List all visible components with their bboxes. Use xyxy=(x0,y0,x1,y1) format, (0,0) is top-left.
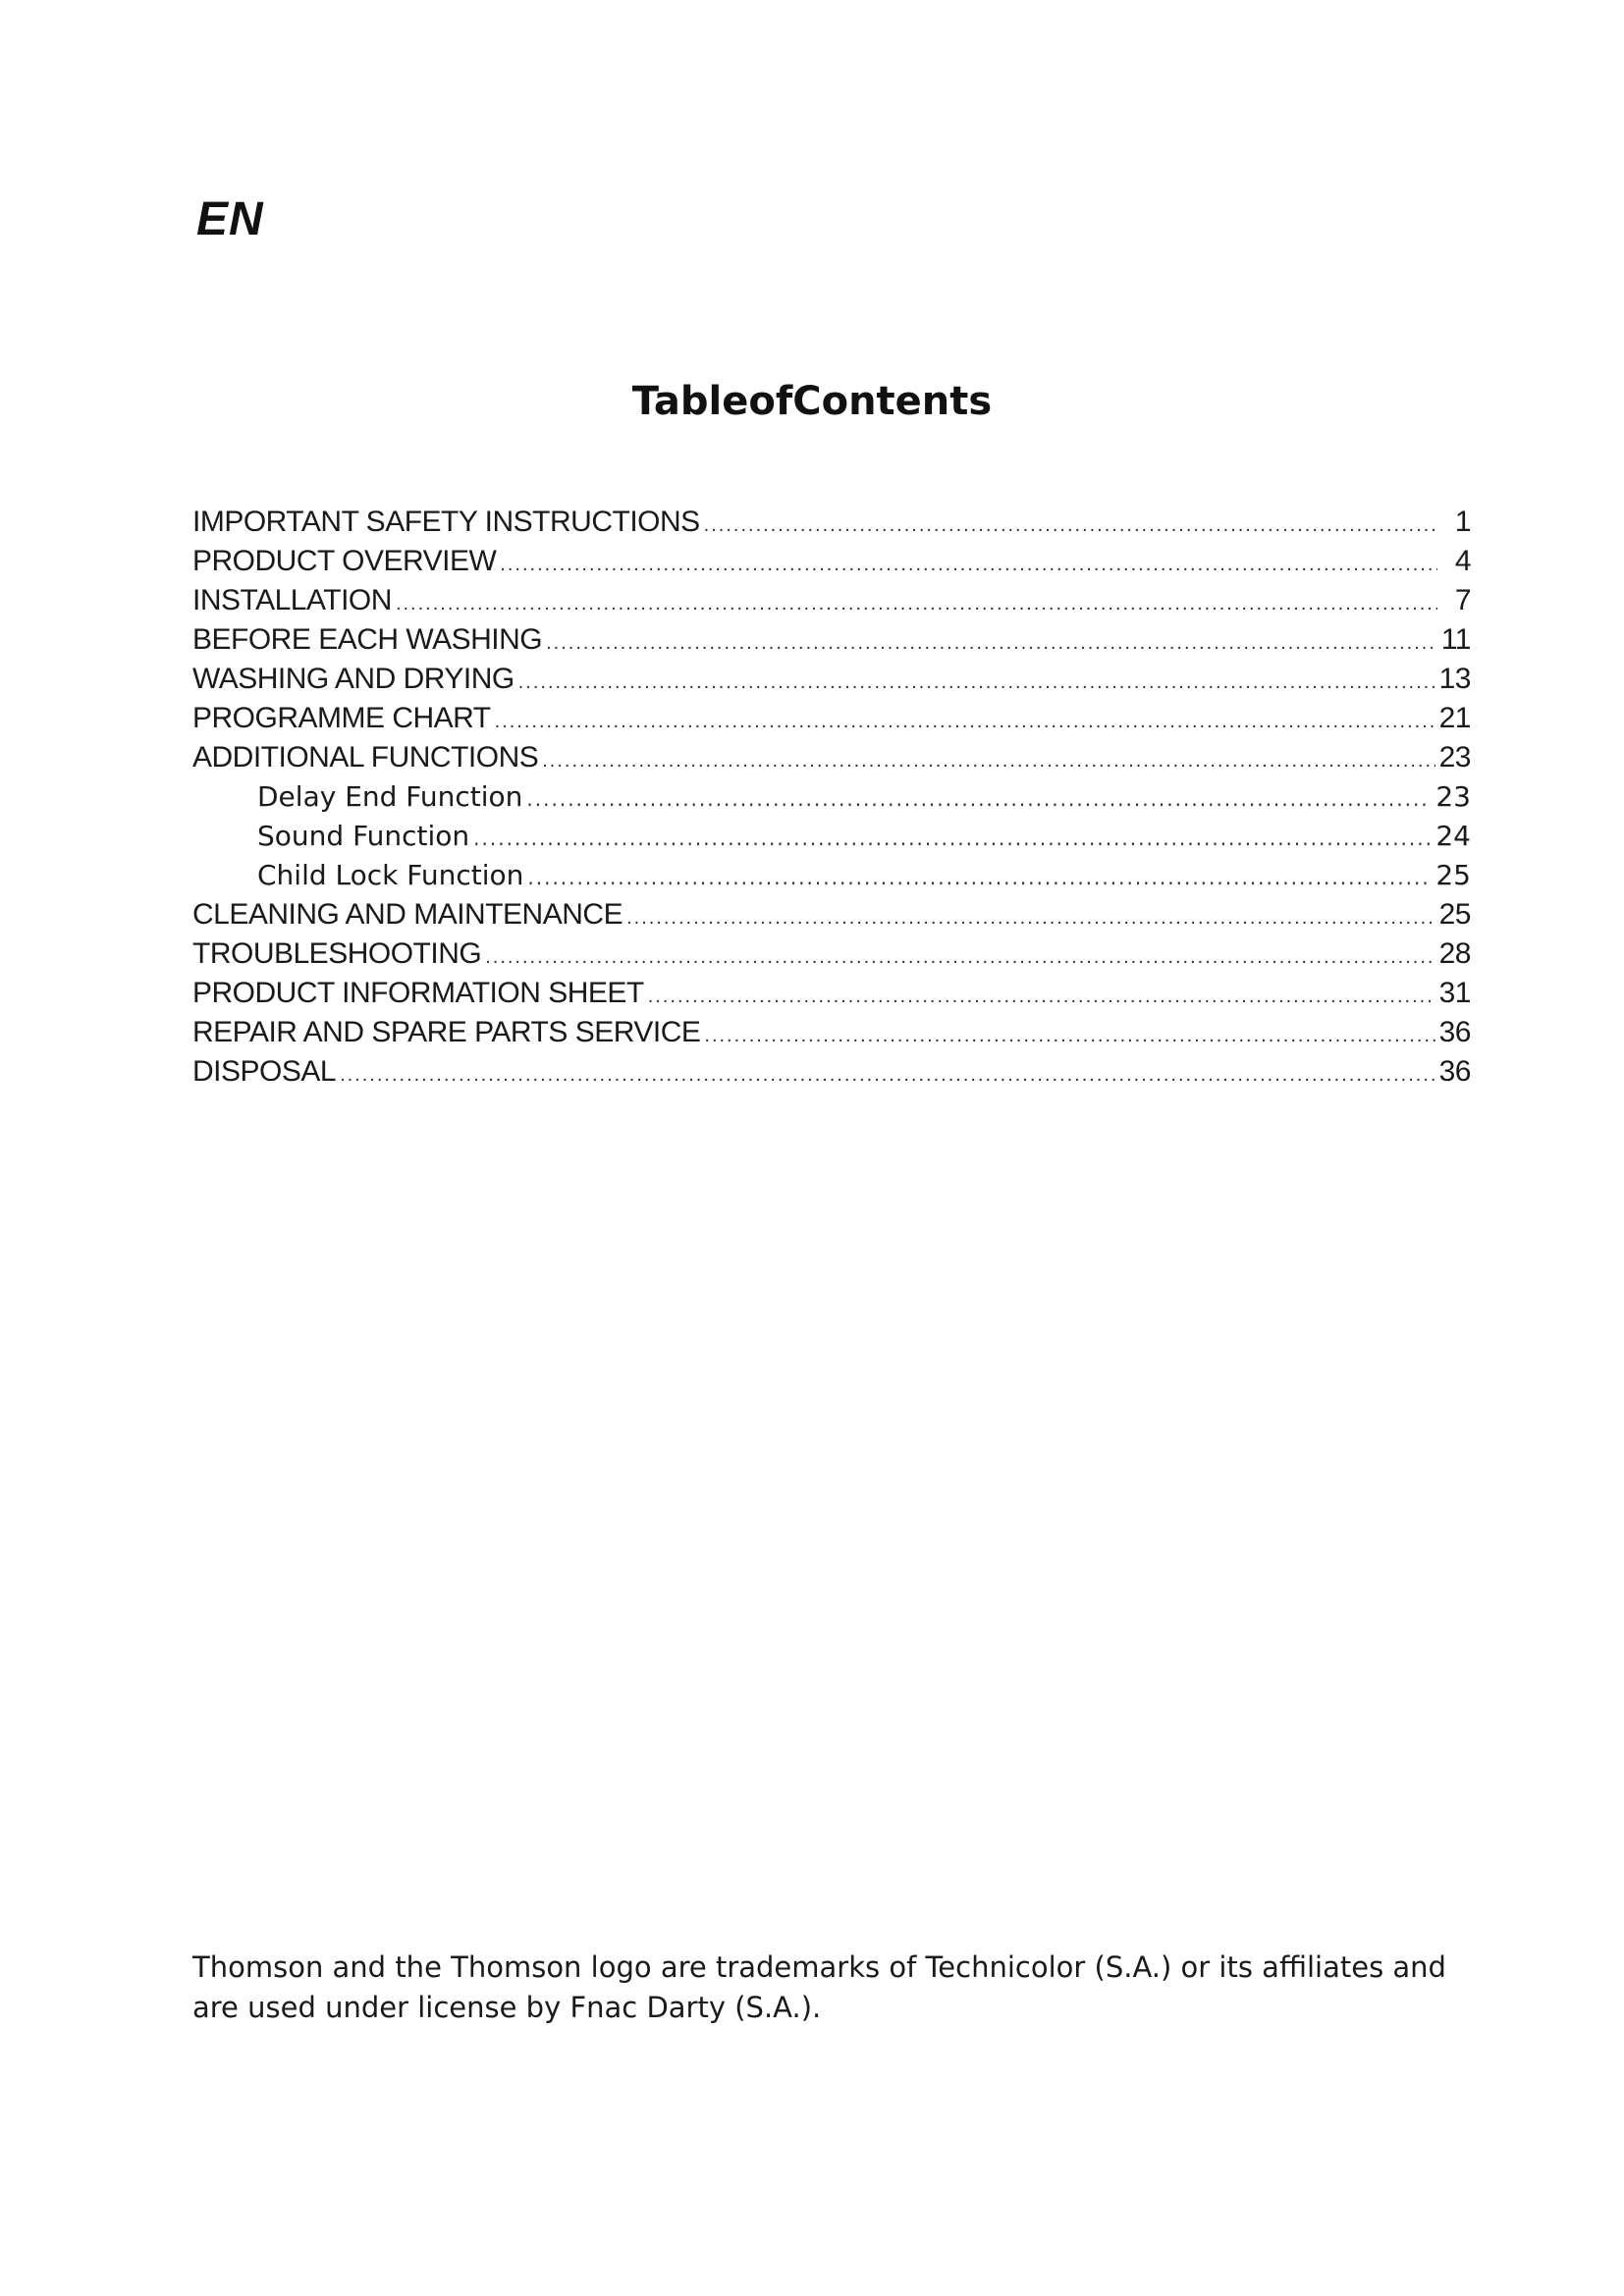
toc-dot-leader xyxy=(500,545,1437,584)
toc-subentry[interactable] xyxy=(192,856,1471,895)
toc-dot-leader xyxy=(526,779,1432,819)
toc-dot-leader xyxy=(626,898,1435,937)
toc-entry-page-number: 25 xyxy=(1435,859,1471,891)
toc-entry-label: Sound Function xyxy=(257,820,470,852)
toc-entry[interactable] xyxy=(192,1052,1471,1092)
toc-entry[interactable] xyxy=(192,620,1471,660)
toc-entry[interactable] xyxy=(192,503,1471,542)
toc-dot-leader xyxy=(704,1016,1435,1055)
toc-entry-page-number: 7 xyxy=(1454,584,1471,616)
toc-entry-label: TROUBLESHOOTING xyxy=(192,937,482,970)
toc-entry-label: CLEANING AND MAINTENANCE xyxy=(192,898,623,931)
toc-entry-page-number: 25 xyxy=(1438,898,1471,931)
toc-entry-page-number: 11 xyxy=(1440,623,1471,656)
toc-entry[interactable] xyxy=(192,934,1471,974)
toc-subentry[interactable] xyxy=(192,777,1471,817)
toc-dot-leader xyxy=(340,1055,1435,1095)
toc-entry[interactable] xyxy=(192,974,1471,1013)
toc-entry-label: PROGRAMME CHART xyxy=(192,702,491,734)
toc-entry-page-number: 23 xyxy=(1438,741,1471,774)
toc-entry-page-number: 28 xyxy=(1438,937,1471,970)
toc-dot-leader xyxy=(542,741,1435,780)
trademark-notice: Thomson and the Thomson logo are trademarks of Technicolor (S.A.) or its affiliates and are used under license by Fnac Darty (S.A.). xyxy=(192,1950,1446,2024)
page-title: TableofContents xyxy=(631,379,993,424)
toc-entry[interactable] xyxy=(192,1013,1471,1052)
toc-dot-leader xyxy=(648,977,1435,1016)
toc-dot-leader xyxy=(396,584,1437,623)
table-of-contents xyxy=(192,503,1471,1092)
toc-entry-label: WASHING AND DRYING xyxy=(192,663,514,695)
toc-entry[interactable] xyxy=(192,895,1471,934)
toc-entry[interactable] xyxy=(192,738,1471,777)
toc-entry-label: DISPOSAL xyxy=(192,1055,337,1088)
toc-entry[interactable] xyxy=(192,542,1471,581)
language-tag: EN xyxy=(196,193,264,245)
toc-entry-label: PRODUCT INFORMATION SHEET xyxy=(192,977,644,1009)
toc-entry-page-number: 24 xyxy=(1435,820,1471,852)
toc-entry-page-number: 36 xyxy=(1438,1016,1471,1048)
toc-entry-label: ADDITIONAL FUNCTIONS xyxy=(192,741,539,774)
toc-entry-page-number: 36 xyxy=(1438,1055,1471,1088)
toc-dot-leader xyxy=(518,663,1435,702)
toc-dot-leader xyxy=(527,858,1432,897)
toc-entry-label: Child Lock Function xyxy=(257,859,524,891)
toc-entry-page-number: 13 xyxy=(1438,663,1471,695)
toc-entry-page-number: 31 xyxy=(1438,977,1471,1009)
toc-entry[interactable] xyxy=(192,660,1471,699)
toc-dot-leader xyxy=(704,506,1437,545)
toc-subentry[interactable] xyxy=(192,817,1471,856)
toc-entry-page-number: 21 xyxy=(1438,702,1471,734)
toc-entry-label: INSTALLATION xyxy=(192,584,392,616)
toc-entry-label: REPAIR AND SPARE PARTS SERVICE xyxy=(192,1016,701,1048)
toc-dot-leader xyxy=(495,702,1435,741)
toc-entry[interactable] xyxy=(192,581,1471,620)
toc-entry-page-number: 4 xyxy=(1454,545,1471,577)
toc-entry-page-number: 1 xyxy=(1454,506,1471,538)
toc-dot-leader xyxy=(485,937,1435,977)
toc-entry-label: Delay End Function xyxy=(257,780,523,813)
toc-entry-page-number: 23 xyxy=(1435,780,1471,813)
toc-entry-label: PRODUCT OVERVIEW xyxy=(192,545,497,577)
toc-entry-label: IMPORTANT SAFETY INSTRUCTIONS xyxy=(192,506,700,538)
toc-entry-label: BEFORE EACH WASHING xyxy=(192,623,543,656)
toc-entry[interactable] xyxy=(192,699,1471,738)
toc-dot-leader xyxy=(473,819,1432,858)
toc-dot-leader xyxy=(546,623,1437,663)
